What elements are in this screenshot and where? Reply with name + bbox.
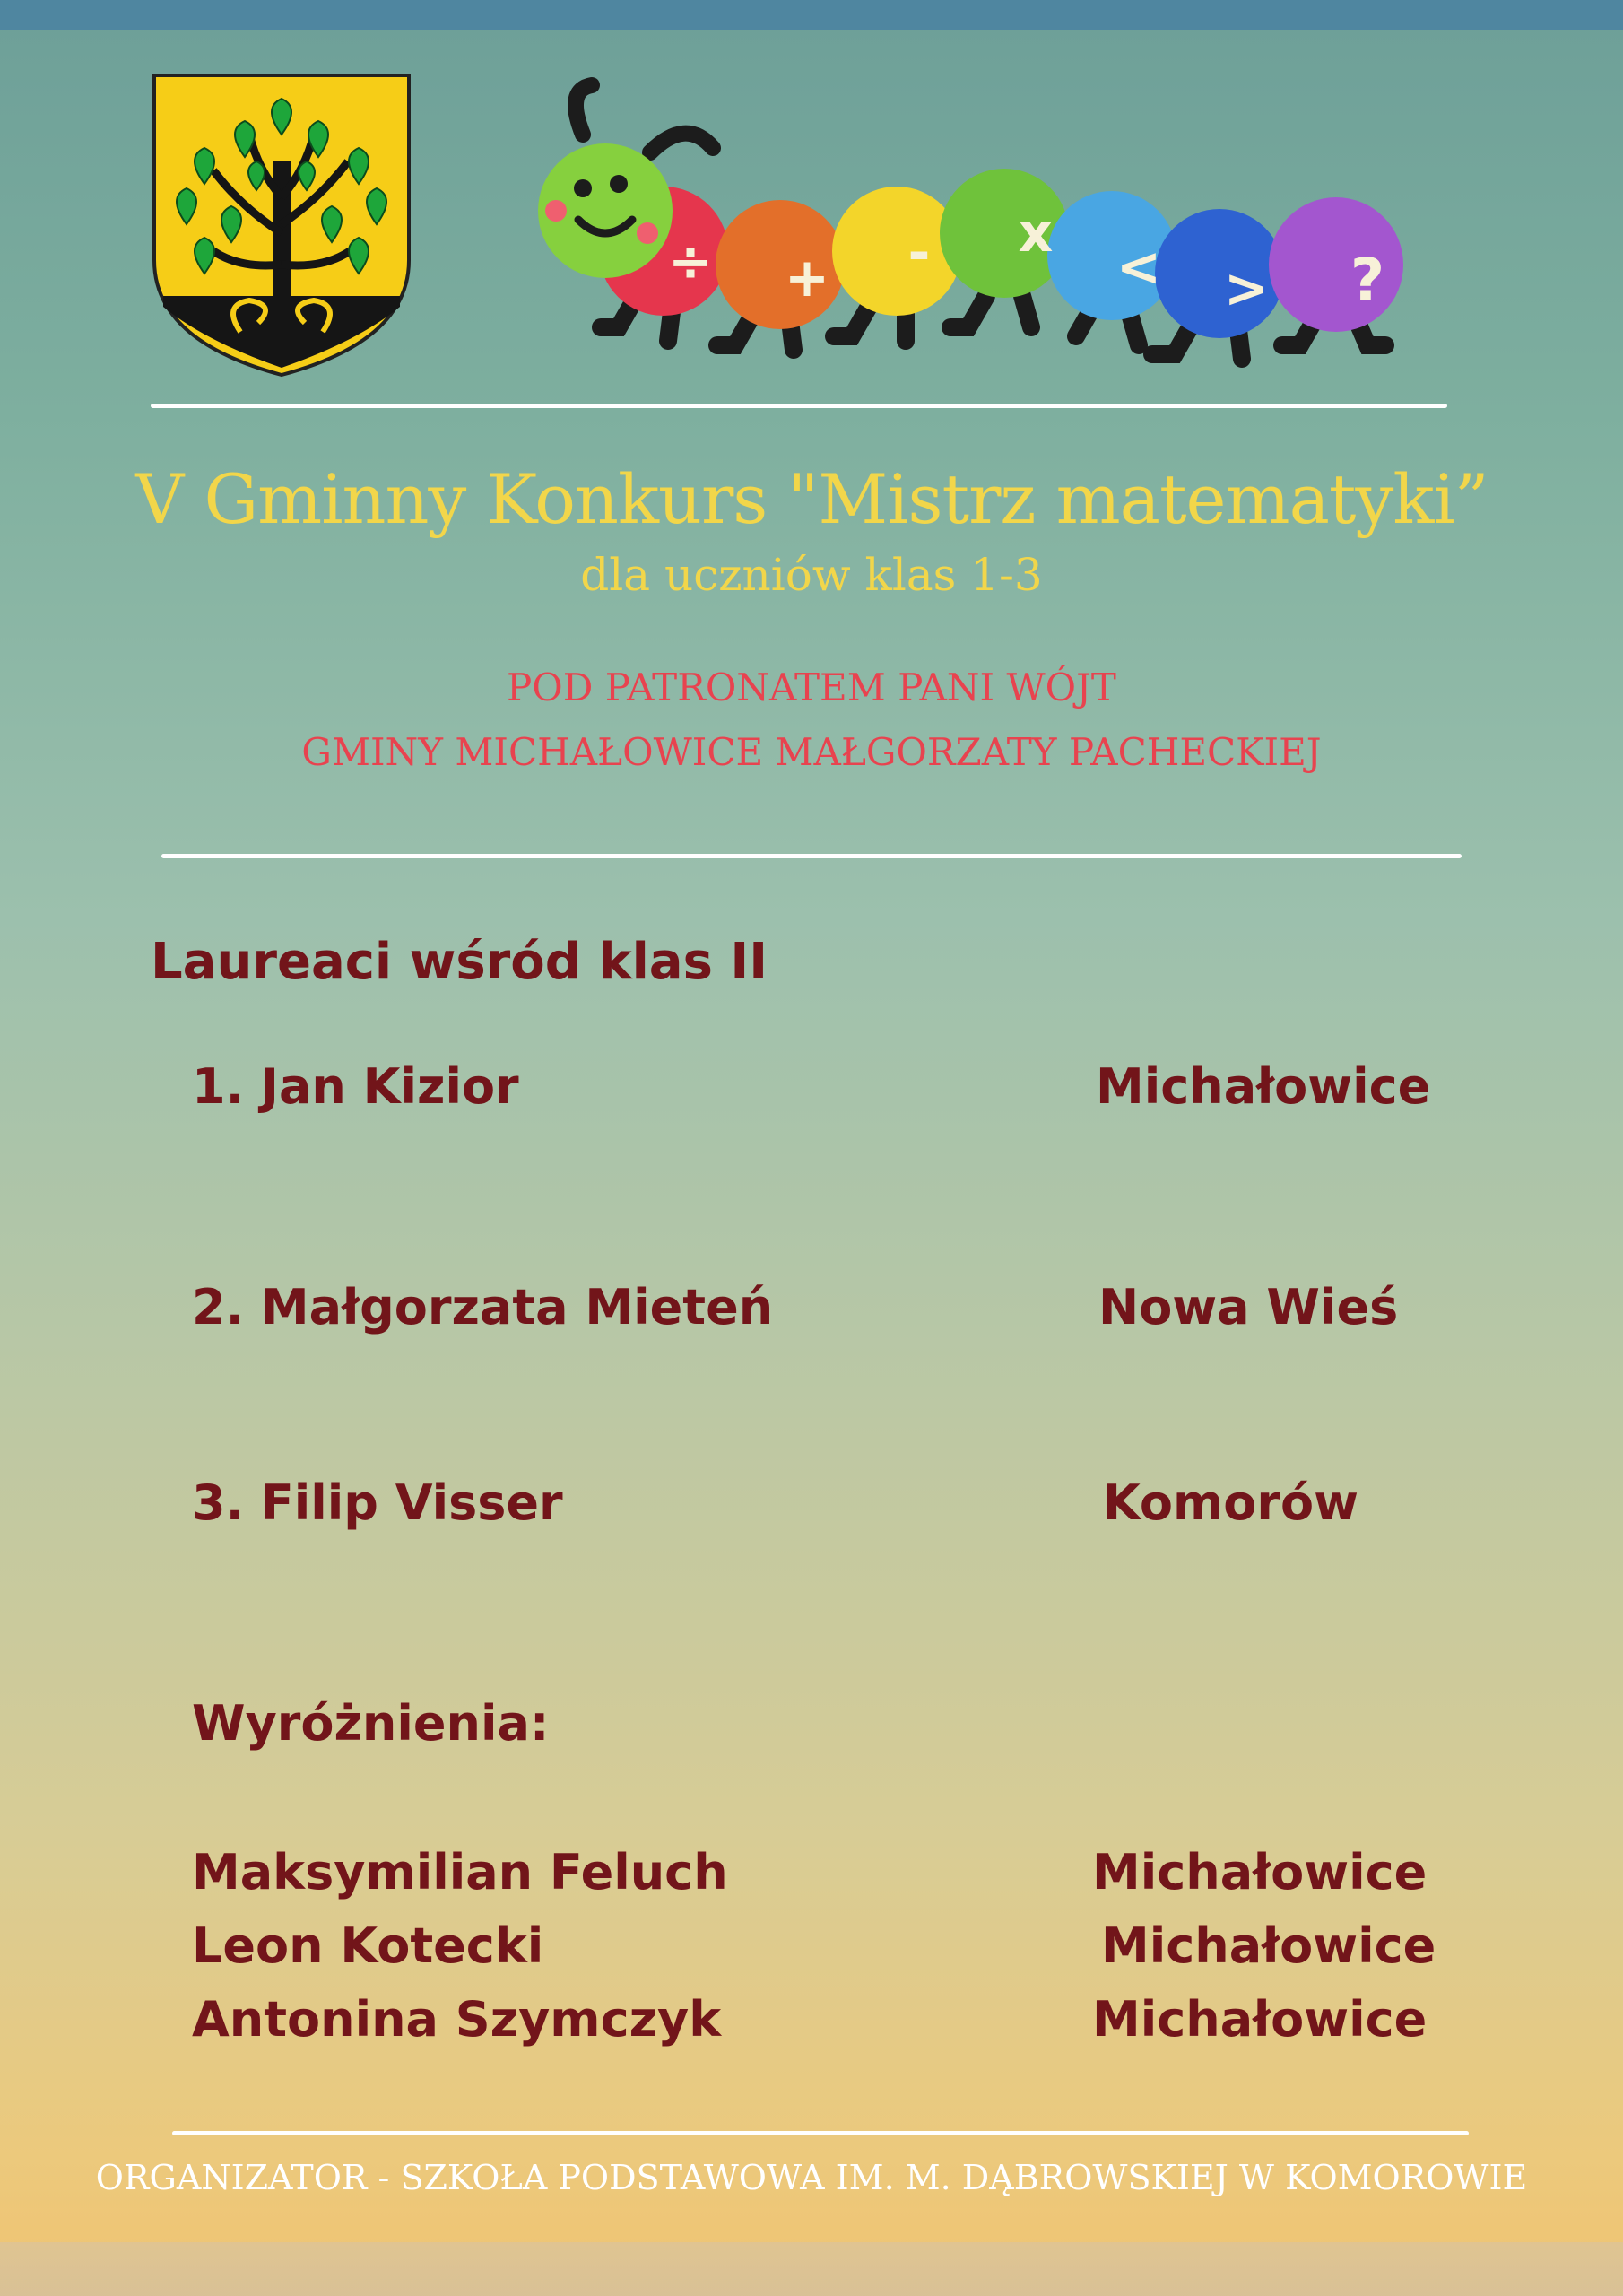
honor-name-2: Leon Kotecki: [192, 1918, 544, 1974]
symbol-greater: >: [1223, 257, 1270, 320]
top-bar: [0, 0, 1623, 30]
coat-of-arms-icon: [151, 72, 412, 378]
honor-town-2: Michałowice: [1101, 1918, 1436, 1974]
divider-top: [151, 404, 1447, 408]
honor-town-1: Michałowice: [1092, 1844, 1428, 1900]
honor-name-3: Antonina Szymczyk: [192, 1991, 722, 2048]
divider-bottom: [172, 2131, 1469, 2135]
honor-town-3: Michałowice: [1092, 1991, 1428, 2048]
symbol-less: <: [1115, 236, 1162, 299]
patronage-line-1: POD PATRONATEM PANI WÓJT: [507, 665, 1116, 709]
symbol-question: ?: [1350, 246, 1385, 315]
symbol-minus: -: [907, 222, 931, 284]
page-subtitle: dla uczniów klas 1-3: [580, 549, 1043, 601]
laureate-name-1: 1. Jan Kizior: [192, 1058, 519, 1115]
organizer-footer: ORGANIZATOR - SZKOŁA PODSTAWOWA IM. M. DĄBROWSKIEJ W KOMOROWIE: [95, 2158, 1528, 2197]
laureate-town-2: Nowa Wieś: [1098, 1279, 1399, 1335]
divider-middle: [161, 854, 1462, 858]
symbol-times: x: [1018, 202, 1054, 265]
laureate-town-1: Michałowice: [1096, 1058, 1431, 1115]
laureate-town-3: Komorów: [1103, 1474, 1358, 1531]
honor-name-1: Maksymilian Feluch: [192, 1844, 728, 1900]
sea-horizon: [0, 2242, 1623, 2296]
laureate-name-3: 3. Filip Visser: [192, 1474, 563, 1531]
symbol-divide: ÷: [667, 230, 714, 293]
page-title: V Gminny Konkurs "Mistrz matematyki”: [135, 459, 1488, 539]
honors-heading: Wyróżnienia:: [192, 1695, 550, 1752]
caterpillar-illustration: [529, 72, 1444, 422]
symbol-plus: +: [784, 247, 830, 309]
laureate-name-2: 2. Małgorzata Mieteń: [192, 1279, 774, 1335]
laureates-heading: Laureaci wśród klas II: [151, 933, 768, 991]
patronage-line-2: GMINY MICHAŁOWICE MAŁGORZATY PACHECKIEJ: [301, 730, 1322, 774]
